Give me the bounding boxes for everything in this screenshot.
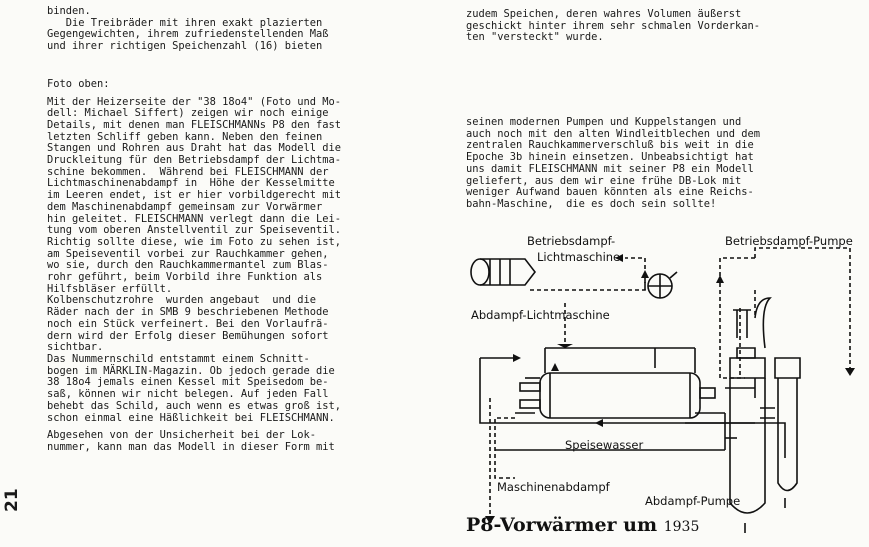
page-number: 21 xyxy=(2,488,22,512)
text-line: Kolbenschutzrohre wurden angebaut und die xyxy=(47,294,316,307)
text-line: bogen im MÄRKLIN-Magazin. Ob jedoch gerade die xyxy=(47,364,335,377)
text-line: geliefert, aus dem wir eine frühe DB-Lok mit xyxy=(466,174,742,187)
text-line: noch ein Stück verfeinert. Bei den Vorlaufrä- xyxy=(47,317,329,330)
text-line: Hilfsbläser erfüllt. xyxy=(47,282,173,295)
text-line: Gegengewichten, ihrem zufriedenstellenden Maß xyxy=(47,28,329,41)
text-line: Stangen und Rohren aus Draht hat das Modell die xyxy=(47,142,342,155)
text-line: ten "versteckt" wurde. xyxy=(466,31,604,44)
text-line: seinen modernen Pumpen und Kuppelstangen und xyxy=(466,116,742,128)
text-line: bahn-Maschine, die es doch sein sollte! xyxy=(466,197,717,210)
text-line: Lichtmaschinenabdampf in Höhe der Kesselmitte xyxy=(47,177,335,190)
text-line: Mit der Heizerseite der "38 18o4" (Foto und Mo- xyxy=(47,95,342,108)
diagram-caption xyxy=(466,514,699,536)
text-line: zudem Speichen, deren wahres Volumen äußerst xyxy=(466,8,742,20)
text-line: weniger Aufwand bauen könnten als eine Reichs- xyxy=(466,186,754,199)
text-line: Räder nach der in SMB 9 beschriebenen Methode xyxy=(47,306,329,319)
text-line: dem Maschinenabdampf gemeinsam zur Vorwärmer xyxy=(47,200,323,213)
text-line: schine bekommen. Während bei FLEISCHMANN der xyxy=(47,165,329,178)
text-line: zentralen Rauchkammerverschluß bis weit in die xyxy=(466,139,754,152)
text-line: uns damit FLEISCHMANN mit seiner P8 ein Modell xyxy=(466,162,754,175)
text-line: dern wird der Erfolg dieser Bemühungen sofort xyxy=(47,329,329,342)
text-line: und ihrer richtigen Speichenzahl (16) bieten xyxy=(47,40,323,53)
label-betriebsdampf: Betriebsdampf- xyxy=(527,234,616,248)
text-line: rohr geführt, beim Vorbild ihre Funktion als xyxy=(47,271,323,284)
text-line: Richtig sollte diese, wie im Foto zu sehen ist, xyxy=(47,235,342,248)
text-line: dell: Michael Siffert) zeigen wir noch einige xyxy=(47,107,329,120)
preheater-diagram xyxy=(455,228,869,547)
text-line: sichtbar. xyxy=(47,341,104,354)
text-line: schon einmal eine Häßlichkeit bei FLEISCHMANN. xyxy=(47,411,335,424)
text-line: 38 18o4 jemals einen Kessel mit Speisedom be- xyxy=(47,376,329,389)
text-line: im Leeren endet, ist er hier vorbildgerecht mit xyxy=(47,189,342,202)
text-line: Abgesehen von der Unsicherheit bei der Lok- xyxy=(47,429,316,442)
label-abdampf-pumpe: Abdampf-Pumpe xyxy=(645,494,741,508)
section-heading: Foto oben: xyxy=(47,77,110,90)
text-line: Die Treibräder mit ihren exakt plazierten xyxy=(47,16,323,29)
text-line: geschickt hinter ihrem sehr schmalen Vorderkan- xyxy=(466,19,761,32)
label-maschinenabdampf: Maschinenabdampf xyxy=(497,480,610,494)
text-line: hin geleitet. FLEISCHMANN verlegt dann die Lei- xyxy=(47,212,342,225)
caption-title: P8-Vorwärmer um xyxy=(466,514,658,536)
text-line: saß, können wir nicht belegen. Auf jeden Fall xyxy=(47,388,329,401)
text-line: Details, mit denen man FLEISCHMANNs P8 den fast xyxy=(47,118,342,131)
label-speisewasser: Speisewasser xyxy=(565,438,644,452)
text-line: Druckleitung für den Betriebsdampf der Lichtma- xyxy=(47,154,342,167)
text-line: tung vom oberen Anstellventil zur Speiseventil. xyxy=(47,224,342,237)
text-line: binden. xyxy=(47,5,91,17)
text-line: am Speiseventil vorbei zur Rauchkammer gehen, xyxy=(47,247,329,260)
text-line: Das Nummernschild entstammt einem Schnitt- xyxy=(47,352,310,365)
label-lichtmaschine: Lichtmaschine xyxy=(537,250,621,264)
caption-year: 1935 xyxy=(663,519,700,535)
label-betriebsdampf-pumpe: Betriebsdampf-Pumpe xyxy=(725,234,853,248)
right-column-top xyxy=(466,9,866,44)
text-line: Epoche 3b hinein einsetzen. Unbeabsichtigt hat xyxy=(466,151,754,164)
text-line: letzten Schliff geben kann. Neben den feinen xyxy=(47,130,323,143)
right-column-middle xyxy=(466,117,866,211)
label-abdampf-lichtmaschine: Abdampf-Lichtmaschine xyxy=(471,308,610,322)
text-line: wo sie, durch den Rauchkammermantel zum Blas- xyxy=(47,259,329,272)
text-line: auch noch mit den alten Windleitblechen und dem xyxy=(466,127,761,140)
text-line: nummer, kann man das Modell in dieser Form mit xyxy=(47,440,335,453)
text-line: behebt das Schild, auch wenn es etwas groß ist, xyxy=(47,399,342,412)
left-column xyxy=(47,6,447,454)
